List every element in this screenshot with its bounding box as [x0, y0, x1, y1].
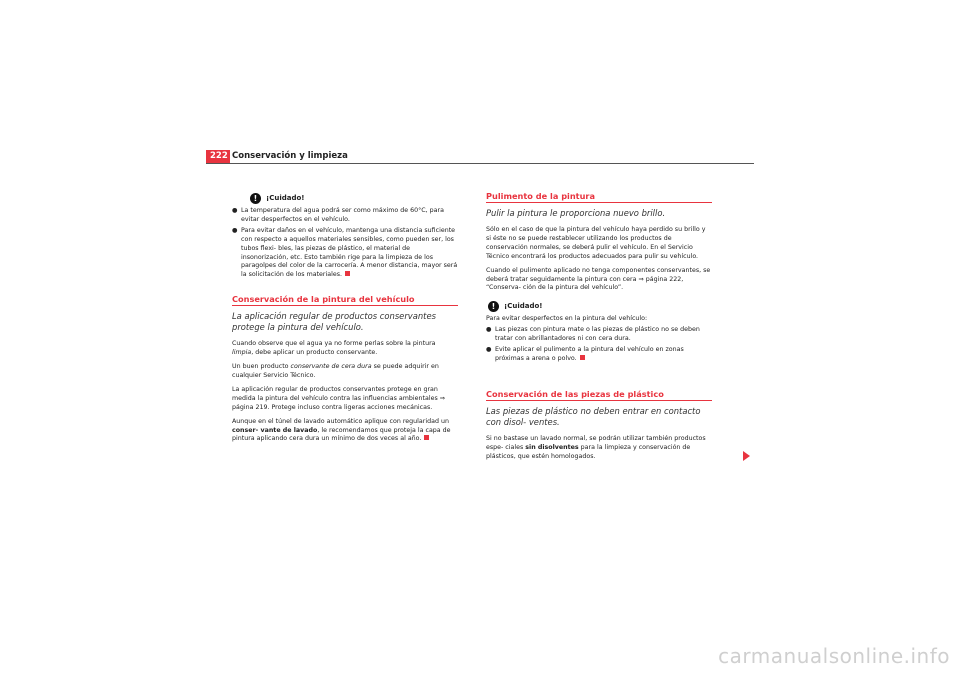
- section-title: Conservación de la pintura del vehículo: [232, 294, 458, 306]
- section-title: Conservación de las piezas de plástico: [486, 389, 712, 401]
- bullet-icon: ●: [232, 207, 238, 214]
- warning-bullet-text: La temperatura del agua podrá ser como máximo de 60°C, para evitar desperfectos en el vehículo.: [241, 207, 444, 223]
- bullet-icon: ●: [486, 326, 492, 334]
- left-column: [232, 193, 458, 449]
- header-rule: [206, 163, 754, 164]
- exclamation-circle-icon: !: [250, 193, 261, 204]
- paragraph: Cuando observe que el agua ya no forme perlas sobre la pintura limpia, debe aplicar un producto conservante.: [232, 340, 436, 357]
- section-end-icon: [345, 271, 350, 276]
- watermark: carmanualsonline.info: [718, 644, 950, 668]
- warning-bullet-text: Las piezas con pintura mate o las piezas de plástico no se deben tratar con abrillantadores ni con cera dura.: [495, 326, 700, 343]
- warning-header: [486, 301, 712, 312]
- chapter-title: Conservación y limpieza: [232, 151, 348, 161]
- warning-bullet-text: Para evitar daños en el vehículo, mantenga una distancia suficiente con respecto a aquellos materiales sensibles, como pueden ser, los tubos flexi- bles, las piezas de plástico, el material de insonorización, etc. Esto también rige para la limpieza de los paragolpes del color de la carrocería. A menor distancia, mayor será la solicitación de los materiales.: [241, 226, 458, 279]
- warning-bullet: [486, 346, 712, 364]
- paragraph: Aunque en el túnel de lavado automático aplique con regularidad un conser- vante de lavado, le recomendamos que proteja la capa de pintura aplicando cera dura un mínimo de dos veces al año.: [232, 417, 451, 443]
- paragraph: Si no bastase un lavado normal, se podrán utilizar también productos espe- ciales sin disolventes para la limpieza y conservación de plásticos, que estén homologados.: [486, 434, 706, 460]
- exclamation-circle-icon: !: [488, 301, 499, 312]
- section-end-icon: [424, 435, 429, 440]
- warning-title: ¡Cuidado!: [266, 194, 305, 202]
- paragraph: Un buen producto conservante de cera dura se puede adquirir en cualquier Servicio Técnico.: [232, 363, 439, 379]
- warning-title: ¡Cuidado!: [504, 302, 543, 311]
- warning-header: [232, 193, 458, 204]
- paragraph: Cuando el pulimento aplicado no tenga componentes conservantes, se deberá tratar seguidamente la pintura con cera ⇒ página 222, “Conserva- ción de la pintura del vehículo”.: [486, 266, 711, 292]
- warning-bullet: [486, 326, 712, 344]
- paragraph: Sólo en el caso de que la pintura del vehículo haya perdido su brillo y si éste no se puede restablecer utilizando los productos de conservación normales, se deberá pulir el vehículo. En el Servicio Técnico encontrará los productos adecuados para pulir su vehículo.: [486, 226, 706, 260]
- warning-bullet: [232, 207, 458, 225]
- warning-intro: Para evitar desperfectos en la pintura del vehículo:: [486, 315, 648, 323]
- section-end-icon: [580, 355, 585, 360]
- section-subtitle: Las piezas de plástico no deben entrar en contacto con disol- ventes.: [486, 405, 701, 427]
- section-subtitle: Pulir la pintura le proporciona nuevo brillo.: [486, 208, 666, 218]
- next-page-arrow-icon: [743, 451, 750, 461]
- bullet-icon: ●: [232, 226, 238, 234]
- right-column: [486, 191, 712, 467]
- warning-bullet-text: Evite aplicar el pulimento a la pintura del vehículo en zonas próximas a arena o polvo.: [495, 346, 684, 362]
- warning-bullet: [232, 227, 458, 280]
- paragraph: La aplicación regular de productos conservantes protege en gran medida la pintura del vehículo contra las influencias ambientales ⇒ página 219. Protege incluso contra ligeras acciones mecánicas.: [232, 385, 446, 411]
- section-subtitle: La aplicación regular de productos conservantes protege la pintura del vehículo.: [232, 311, 436, 333]
- bullet-icon: ●: [486, 346, 492, 354]
- section-title: Pulimento de la pintura: [486, 191, 712, 203]
- page-number: 222: [206, 150, 230, 163]
